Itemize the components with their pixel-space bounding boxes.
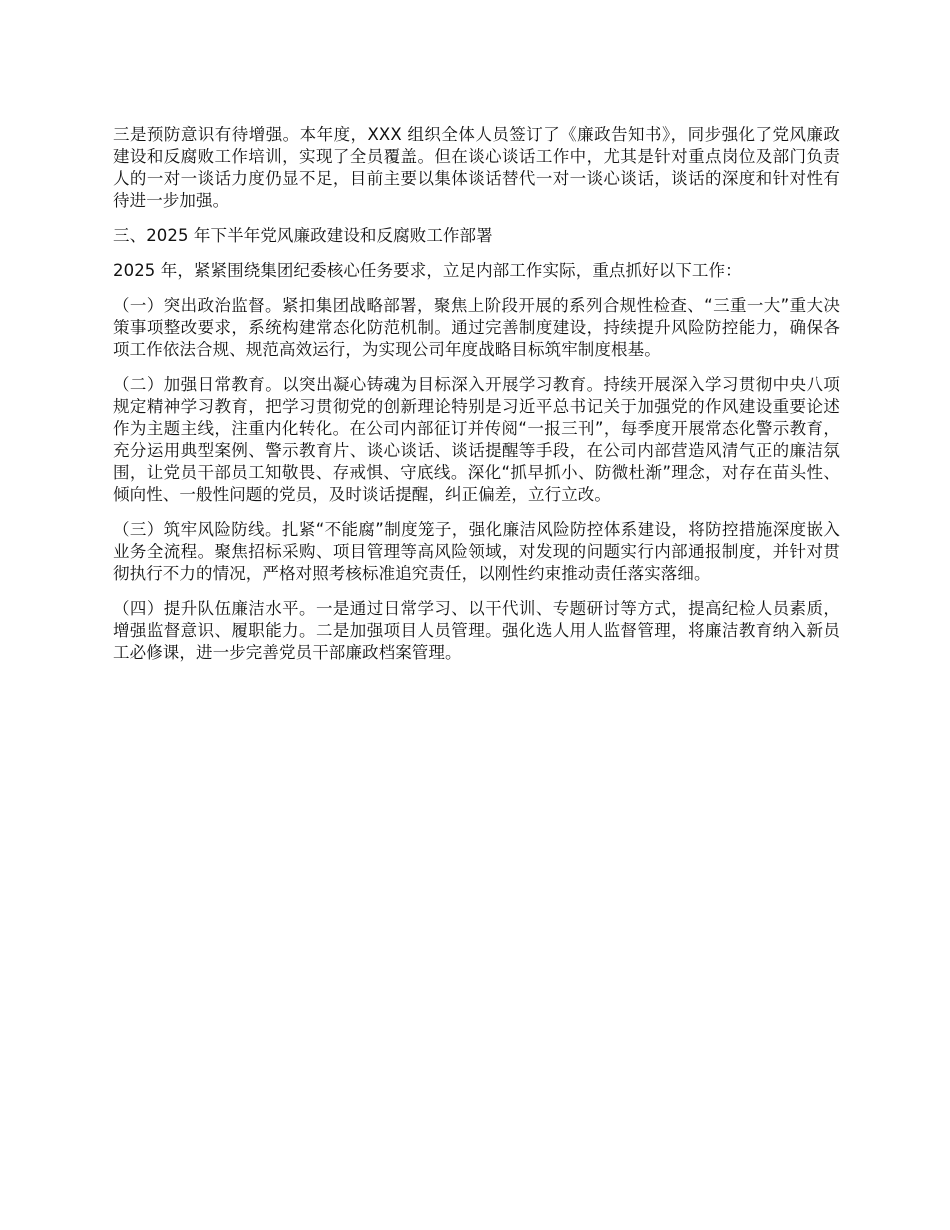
paragraph-prevention-awareness: 三是预防意识有待增强。本年度，XXX 组织全体人员签订了《廉政告知书》，同步强化了党风廉政建设和反腐败工作培训，实现了全员覆盖。但在谈心谈话工作中，尤其是针对重点岗位及部门负责人的一对一谈话力度仍显不足，目前主要以集体谈话替代一对一谈心谈话，谈话的深度和针对性有待进一步加强。	[113, 125, 840, 210]
paragraph-risk-defense: （三）筑牢风险防线。扎紧“不能腐”制度笼子，强化廉洁风险防控体系建设，将防控措施深度嵌入业务全流程。聚焦招标采购、项目管理等高风险领域，对发现的问题实行内部通报制度，并针对贯彻执行不力的情况，严格对照考核标准追究责任，以刚性约束推动责任落实落细。	[113, 520, 840, 583]
paragraph-team-integrity: （四）提升队伍廉洁水平。一是通过日常学习、以干代训、专题研讨等方式，提高纪检人员素质，增强监督意识、履职能力。二是加强项目人员管理。强化选人用人监督管理，将廉洁教育纳入新员工必修课，进一步完善党员干部廉政档案管理。	[113, 599, 840, 662]
section-heading-2025-deployment: 三、2025 年下半年党风廉政建设和反腐败工作部署	[113, 226, 493, 245]
paragraph-daily-education: （二）加强日常教育。以突出凝心铸魂为目标深入开展学习教育。持续开展深入学习贯彻中央八项规定精神学习教育，把学习贯彻党的创新理论特别是习近平总书记关于加强党的作风建设重要论述作为主题主线，注重内化转化。在公司内部征订并传阅“一报三刊”，每季度开展常态化警示教育，充分运用典型案例、警示教育片、谈心谈话、谈话提醒等手段，在公司内部营造风清气正的廉洁氛围，让党员干部员工知敬畏、存戒惧、守底线。深化“抓早抓小、防微杜渐”理念，对存在苗头性、倾向性、一般性问题的党员，及时谈话提醒，纠正偏差，立行立改。	[113, 375, 840, 504]
paragraph-political-supervision: （一）突出政治监督。紧扣集团战略部署，聚焦上阶段开展的系列合规性检查、“三重一大”重大决策事项整改要求，系统构建常态化防范机制。通过完善制度建设，持续提升风险防控能力，确保各项工作依法合规、规范高效运行，为实现公司年度战略目标筑牢制度根基。	[113, 296, 840, 359]
document-body	[113, 124, 840, 677]
paragraph-intro-2025: 2025 年，紧紧围绕集团纪委核心任务要求，立足内部工作实际，重点抓好以下工作：	[113, 261, 742, 280]
